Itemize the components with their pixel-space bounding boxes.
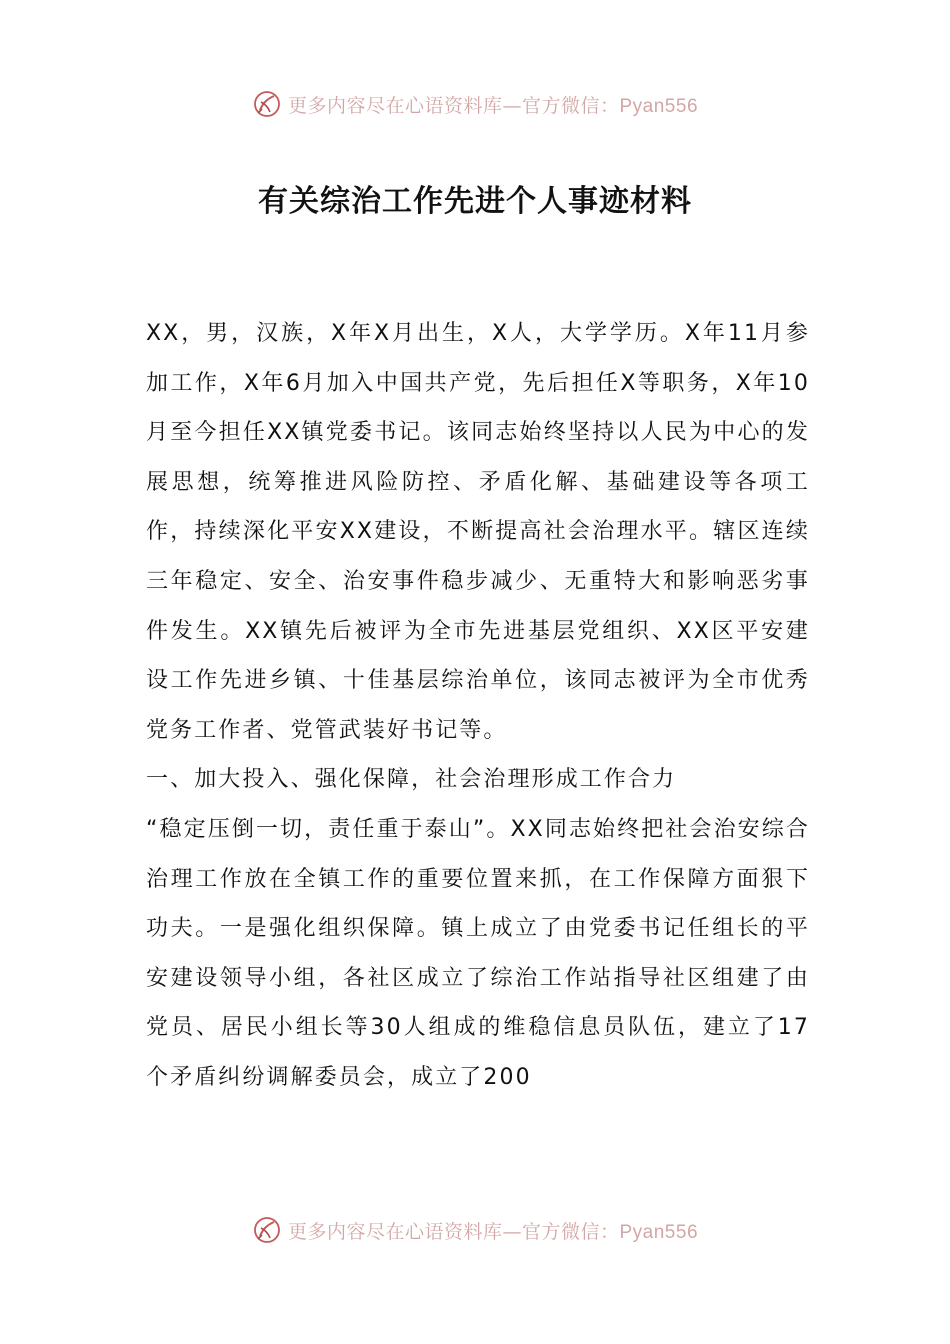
watermark-text: 更多内容尽在心语资料库—官方微信：Pyan556 (287, 94, 699, 117)
section-paragraph: “稳定压倒一切，责任重于泰山”。XX同志始终把社会治安综合治理工作放在全镇工作的重要位置来抓，在工作保障方面狠下功夫。一是强化组织保障。镇上成立了由党委书记任组长的平安建设领导小组，各社区成立了综治工作站指导社区组建了由党员、居民小组长等30人组成的维稳信息员队伍，建立了17个矛盾纠纷调解委员会，成立了200 (146, 816, 810, 1090)
signature-pen-icon (252, 89, 282, 119)
watermark-text: 更多内容尽在心语资料库—官方微信：Pyan556 (287, 1220, 699, 1243)
wechat-id: Pyan556 (619, 1221, 699, 1243)
wechat-id: Pyan556 (619, 95, 699, 117)
section-heading: 一、加大投入、强化保障，社会治理形成工作合力 (146, 767, 677, 793)
watermark-banner-bottom (0, 1210, 950, 1250)
signature-pen-icon (252, 1215, 282, 1245)
watermark-banner-top (0, 84, 950, 124)
document-body (146, 309, 810, 1103)
intro-paragraph: XX，男，汉族，X年X月出生，X人，大学学历。X年11月参加工作，X年6月加入中国共产党，先后担任X等职务，X年10月至今担任XX镇党委书记。该同志始终坚持以人民为中心的发展思想，统筹推进风险防控、矛盾化解、基础建设等各项工作，持续深化平安XX建设，不断提高社会治理水平。辖区连续三年稳定、安全、治安事件稳步减少、无重特大和影响恶劣事件发生。XX镇先后被评为全市先进基层党组织、XX区平安建设工作先进乡镇、十佳基层综治单位，该同志被评为全市优秀党务工作者、党管武装好书记等。 (146, 321, 810, 743)
document-title: 有关综治工作先进个人事迹材料 (258, 184, 692, 219)
